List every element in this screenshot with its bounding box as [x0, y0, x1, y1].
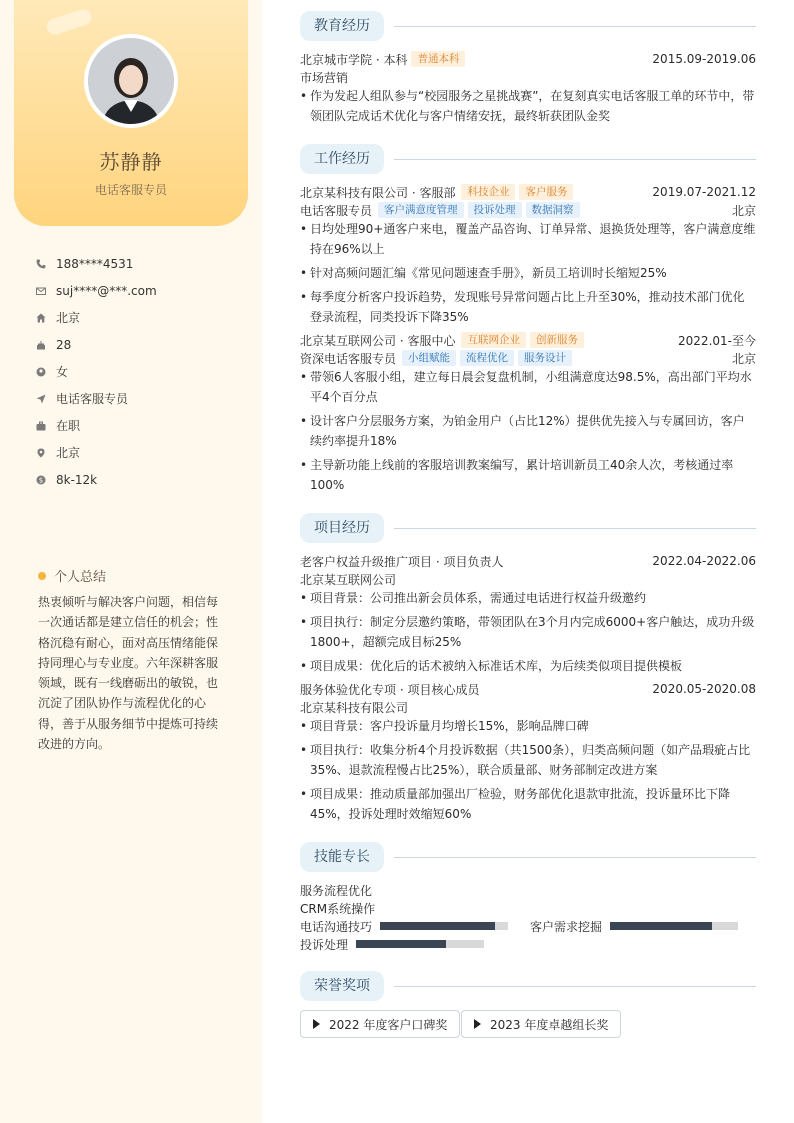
skill-name: 投诉处理	[300, 937, 349, 952]
project-bullet: • 项目执行：制定分层邀约策略，带领团队在3个月内完成6000+客户触达，成功升级1800+，超额完成目标25%	[300, 612, 756, 652]
play-triangle-icon	[474, 1019, 481, 1029]
section-divider	[394, 986, 756, 987]
contact-age	[36, 331, 246, 358]
project-org-row	[300, 698, 756, 716]
project-period: 2020.05-2020.08	[652, 682, 756, 696]
project-period: 2022.04-2022.06	[652, 554, 756, 568]
candidate-role: 电话客服专员	[94, 183, 167, 197]
section-project	[300, 513, 756, 543]
project-bullet: • 项目成果：推动质量部加强出厂检验，财务部优化退款审批流，投诉量环比下降45%，投诉处理时效缩短60%	[300, 784, 756, 824]
summary-text: 热衷倾听与解决客户问题，相信每一次通话都是建立信任的机会；性格沉稳有耐心，面对高压情绪能保持同理心与专业度。六年深耕客服领域，既有一线磨砺出的敏锐，也沉淀了团队协作与流程优化的心得，善于从服务细节中提炼可持续改进的方向。	[38, 595, 219, 752]
summary-heading-text: 个人总结	[54, 570, 107, 585]
work-tag: 创新服务	[530, 332, 584, 348]
contact-value: 188****4531	[56, 256, 134, 271]
project-header	[300, 680, 756, 698]
project-bullet: • 项目背景：客户投诉量月均增长15%，影响品牌口碑	[300, 716, 756, 736]
svg-text:$: $	[38, 476, 44, 484]
work-title-row	[300, 201, 756, 219]
section-divider	[394, 159, 756, 160]
skill-tag: 投诉处理	[468, 202, 522, 218]
skill-bar-item	[530, 917, 738, 935]
work-bullet: • 设计客户分层服务方案，为铂金用户（占比12%）提供优先接入与专属回访，客户续约率提升18%	[300, 411, 756, 451]
project-header	[300, 552, 756, 570]
work-header	[300, 183, 756, 201]
project-bullet: • 项目背景：公司推出新会员体系，需通过电话进行权益升级邀约	[300, 588, 756, 608]
contact-list	[36, 250, 246, 493]
work-tag: 互联网企业	[461, 332, 526, 348]
work-bullet: • 日均处理90+通客户来电，覆盖产品咨询、订单异常、退换货处理等，客户满意度维持在96%以上	[300, 219, 756, 259]
contact-value: 8k-12k	[56, 472, 98, 487]
section-awards	[300, 971, 756, 1001]
skill-level-bar	[610, 922, 738, 930]
work-title: 电话客服专员	[300, 203, 373, 218]
work-period: 2022.01-至今	[678, 333, 756, 348]
project-org: 北京某科技有限公司	[300, 700, 409, 715]
contact-email	[36, 277, 246, 304]
section-title: 技能专长	[300, 842, 384, 872]
skill-name: 客户需求挖掘	[530, 919, 603, 934]
cake-icon	[36, 340, 56, 350]
education-bullet: • 作为发起人组队参与“校园服务之星挑战赛”，在复刻真实电话客服工单的环节中，带领团队完成话术优化与客户情绪安抚，最终斩获团队金奖	[300, 86, 756, 126]
section-title: 荣誉奖项	[300, 971, 384, 1001]
contact-value: 北京	[56, 446, 81, 460]
skill-bar-item	[300, 917, 508, 935]
education-school: 北京城市学院 · 本科	[300, 52, 408, 67]
skill-level-fill	[380, 922, 495, 930]
section-skills	[300, 842, 756, 872]
skill-level-bar	[356, 940, 484, 948]
contact-value: suj****@***.com	[56, 283, 157, 298]
send-icon	[36, 394, 56, 404]
skill-level-fill	[356, 940, 446, 948]
skill-item	[300, 881, 372, 899]
skill-item	[300, 899, 375, 917]
section-title: 教育经历	[300, 11, 384, 41]
section-divider	[394, 857, 756, 858]
contact-value: 北京	[56, 311, 81, 325]
contact-gender	[36, 358, 246, 385]
education-major: 市场营销	[300, 70, 349, 85]
contact-city	[36, 304, 246, 331]
work-bullet: • 带领6人客服小组，建立每日晨会复盘机制，小组满意度达98.5%，高出部门平均水平4个百分点	[300, 367, 756, 407]
project-bullet: • 项目执行：收集分析4个月投诉数据（共1500条），归类高频问题（如产品瑕疵占比35%、退款流程慢占比25%），联合质量部、财务部制定改进方案	[300, 740, 756, 780]
contact-value: 女	[56, 365, 69, 379]
work-bullet: • 每季度分析客户投诉趋势，发现账号异常问题占比上升至30%，推动技术部门优化登录流程，同类投诉下降35%	[300, 287, 756, 327]
skill-tag: 数据洞察	[526, 202, 580, 218]
work-bullet: • 针对高频问题汇编《常见问题速查手册》，新员工培训时长缩短25%	[300, 263, 756, 283]
award-item	[461, 1010, 621, 1038]
bullet-dot-icon	[38, 572, 46, 580]
play-triangle-icon	[313, 1019, 320, 1029]
skill-name: 电话沟通技巧	[300, 919, 373, 934]
project-bullet: • 项目成果：优化后的话术被纳入标准话术库，为后续类似项目提供模板	[300, 656, 756, 676]
contact-position	[36, 385, 246, 412]
project-name: 服务体验优化专项 · 项目核心成员	[300, 682, 480, 697]
education-period: 2015.09-2019.06	[652, 52, 756, 66]
work-title: 资深电话客服专员	[300, 351, 397, 366]
contact-value: 28	[56, 337, 72, 352]
gender-icon	[36, 367, 56, 377]
section-education	[300, 11, 756, 41]
candidate-name: 苏静静	[99, 150, 163, 174]
contact-value: 在职	[56, 419, 81, 433]
section-title: 工作经历	[300, 144, 384, 174]
work-header	[300, 331, 756, 349]
section-divider	[394, 26, 756, 27]
summary-heading	[38, 566, 106, 585]
home-icon	[36, 313, 56, 323]
work-bullet: • 主导新功能上线前的客服培训教案编写，累计培训新员工40余人次，考核通过率100%	[300, 455, 756, 495]
project-org-row	[300, 570, 756, 588]
award-name: 2022 年度客户口碑奖	[329, 1017, 448, 1032]
award-name: 2023 年度卓越组长奖	[490, 1017, 609, 1032]
skill-tag: 服务设计	[518, 350, 572, 366]
salary-icon	[36, 475, 56, 485]
contact-value: 电话客服专员	[56, 392, 129, 406]
education-tag: 普通本科	[411, 51, 465, 67]
skill-tag: 客户满意度管理	[378, 202, 464, 218]
work-city: 北京	[731, 203, 756, 218]
phone-icon	[36, 259, 56, 269]
section-work	[300, 144, 756, 174]
section-divider	[394, 528, 756, 529]
location-pin-icon	[36, 448, 56, 458]
work-tag: 客户服务	[519, 184, 573, 200]
education-major-row	[300, 68, 756, 86]
section-title: 项目经历	[300, 513, 384, 543]
email-icon	[36, 286, 56, 296]
skill-tag: 小组赋能	[402, 350, 456, 366]
skill-level-bar	[380, 922, 508, 930]
skill-name: CRM系统操作	[300, 901, 376, 916]
contact-phone	[36, 250, 246, 277]
project-org: 北京某互联网公司	[300, 572, 397, 587]
briefcase-icon	[36, 421, 56, 431]
contact-salary	[36, 466, 246, 493]
avatar-photo	[88, 38, 174, 124]
skill-name: 服务流程优化	[300, 883, 373, 898]
education-header	[300, 50, 756, 68]
work-city: 北京	[731, 351, 756, 366]
contact-location	[36, 439, 246, 466]
work-period: 2019.07-2021.12	[652, 185, 756, 199]
skill-level-fill	[610, 922, 712, 930]
work-company: 北京某互联网公司 · 客服中心	[300, 333, 456, 348]
skill-tag: 流程优化	[460, 350, 514, 366]
work-title-row	[300, 349, 756, 367]
award-item	[300, 1010, 460, 1038]
project-name: 老客户权益升级推广项目 · 项目负责人	[300, 554, 504, 569]
contact-status	[36, 412, 246, 439]
skill-bar-item	[300, 935, 484, 953]
avatar	[84, 34, 178, 128]
work-tag: 科技企业	[461, 184, 515, 200]
work-company: 北京某科技有限公司 · 客服部	[300, 185, 456, 200]
decorative-shape	[45, 7, 94, 36]
